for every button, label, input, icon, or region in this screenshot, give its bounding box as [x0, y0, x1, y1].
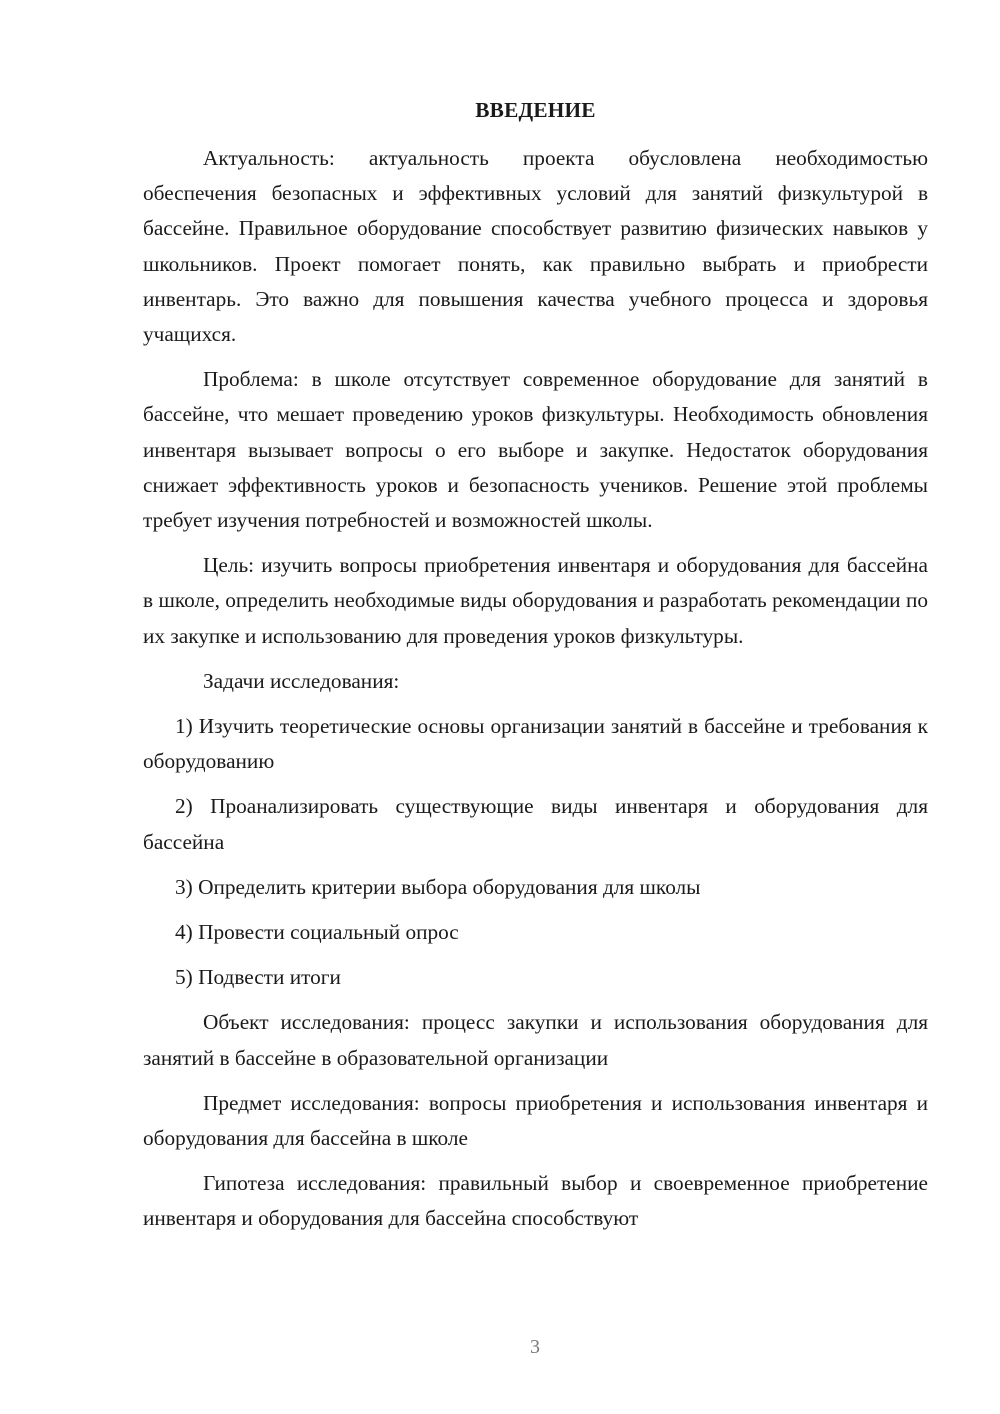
goal-paragraph: Цель: изучить вопросы приобретения инвентаря и оборудования для бассейна в школе, определить необходимые виды оборудования и разработать рекомендации по их закупке и использованию для проведения уроков физкультуры.	[143, 553, 928, 648]
section-title: ВВЕДЕНИЕ	[475, 98, 596, 122]
subject-paragraph: Предмет исследования: вопросы приобретения и использования инвентаря и оборудования для бассейна в школе	[143, 1090, 928, 1151]
task-item-5: 5) Подвести итоги	[175, 965, 341, 990]
object-paragraph: Объект исследования: процесс закупки и использования оборудования для занятий в бассейне в образовательной организации	[143, 1010, 928, 1070]
document-page	[143, 96, 928, 1237]
page-number: 3	[530, 1336, 540, 1358]
task-item-4: 4) Провести социальный опрос	[175, 920, 459, 945]
task-item-1: 1) Изучить теоретические основы организации занятий в бассейне и требования к оборудованию	[143, 714, 928, 774]
task-item-2: 2) Проанализировать существующие виды инвентаря и оборудования для бассейна	[143, 794, 928, 854]
hypothesis-paragraph: Гипотеза исследования: правильный выбор и своевременное приобретение инвентаря и оборудования для бассейна способствуют	[143, 1171, 928, 1231]
problem-paragraph: Проблема: в школе отсутствует современное оборудование для занятий в бассейне, что мешает проведению уроков физкультуры. Необходимость обновления инвентаря вызывает вопросы о его выборе и закупке. Недостаток оборудования снижает эффективность уроков и безопасность учеников. Решение этой проблемы требует изучения потребностей и возможностей школы.	[143, 367, 928, 533]
tasks-heading: Задачи исследования:	[203, 668, 400, 693]
relevance-paragraph: Актуальность: актуальность проекта обусловлена необходимостью обеспечения безопасных и эффективных условий для занятий физкультурой в бассейне. Правильное оборудование способствует развитию физических навыков у школьников. Проект помогает понять, как правильно выбрать и приобрести инвентарь. Это важно для повышения качества учебного процесса и здоровья учащихся.	[143, 146, 928, 347]
task-item-3: 3) Определить критерии выбора оборудования для школы	[175, 874, 701, 899]
